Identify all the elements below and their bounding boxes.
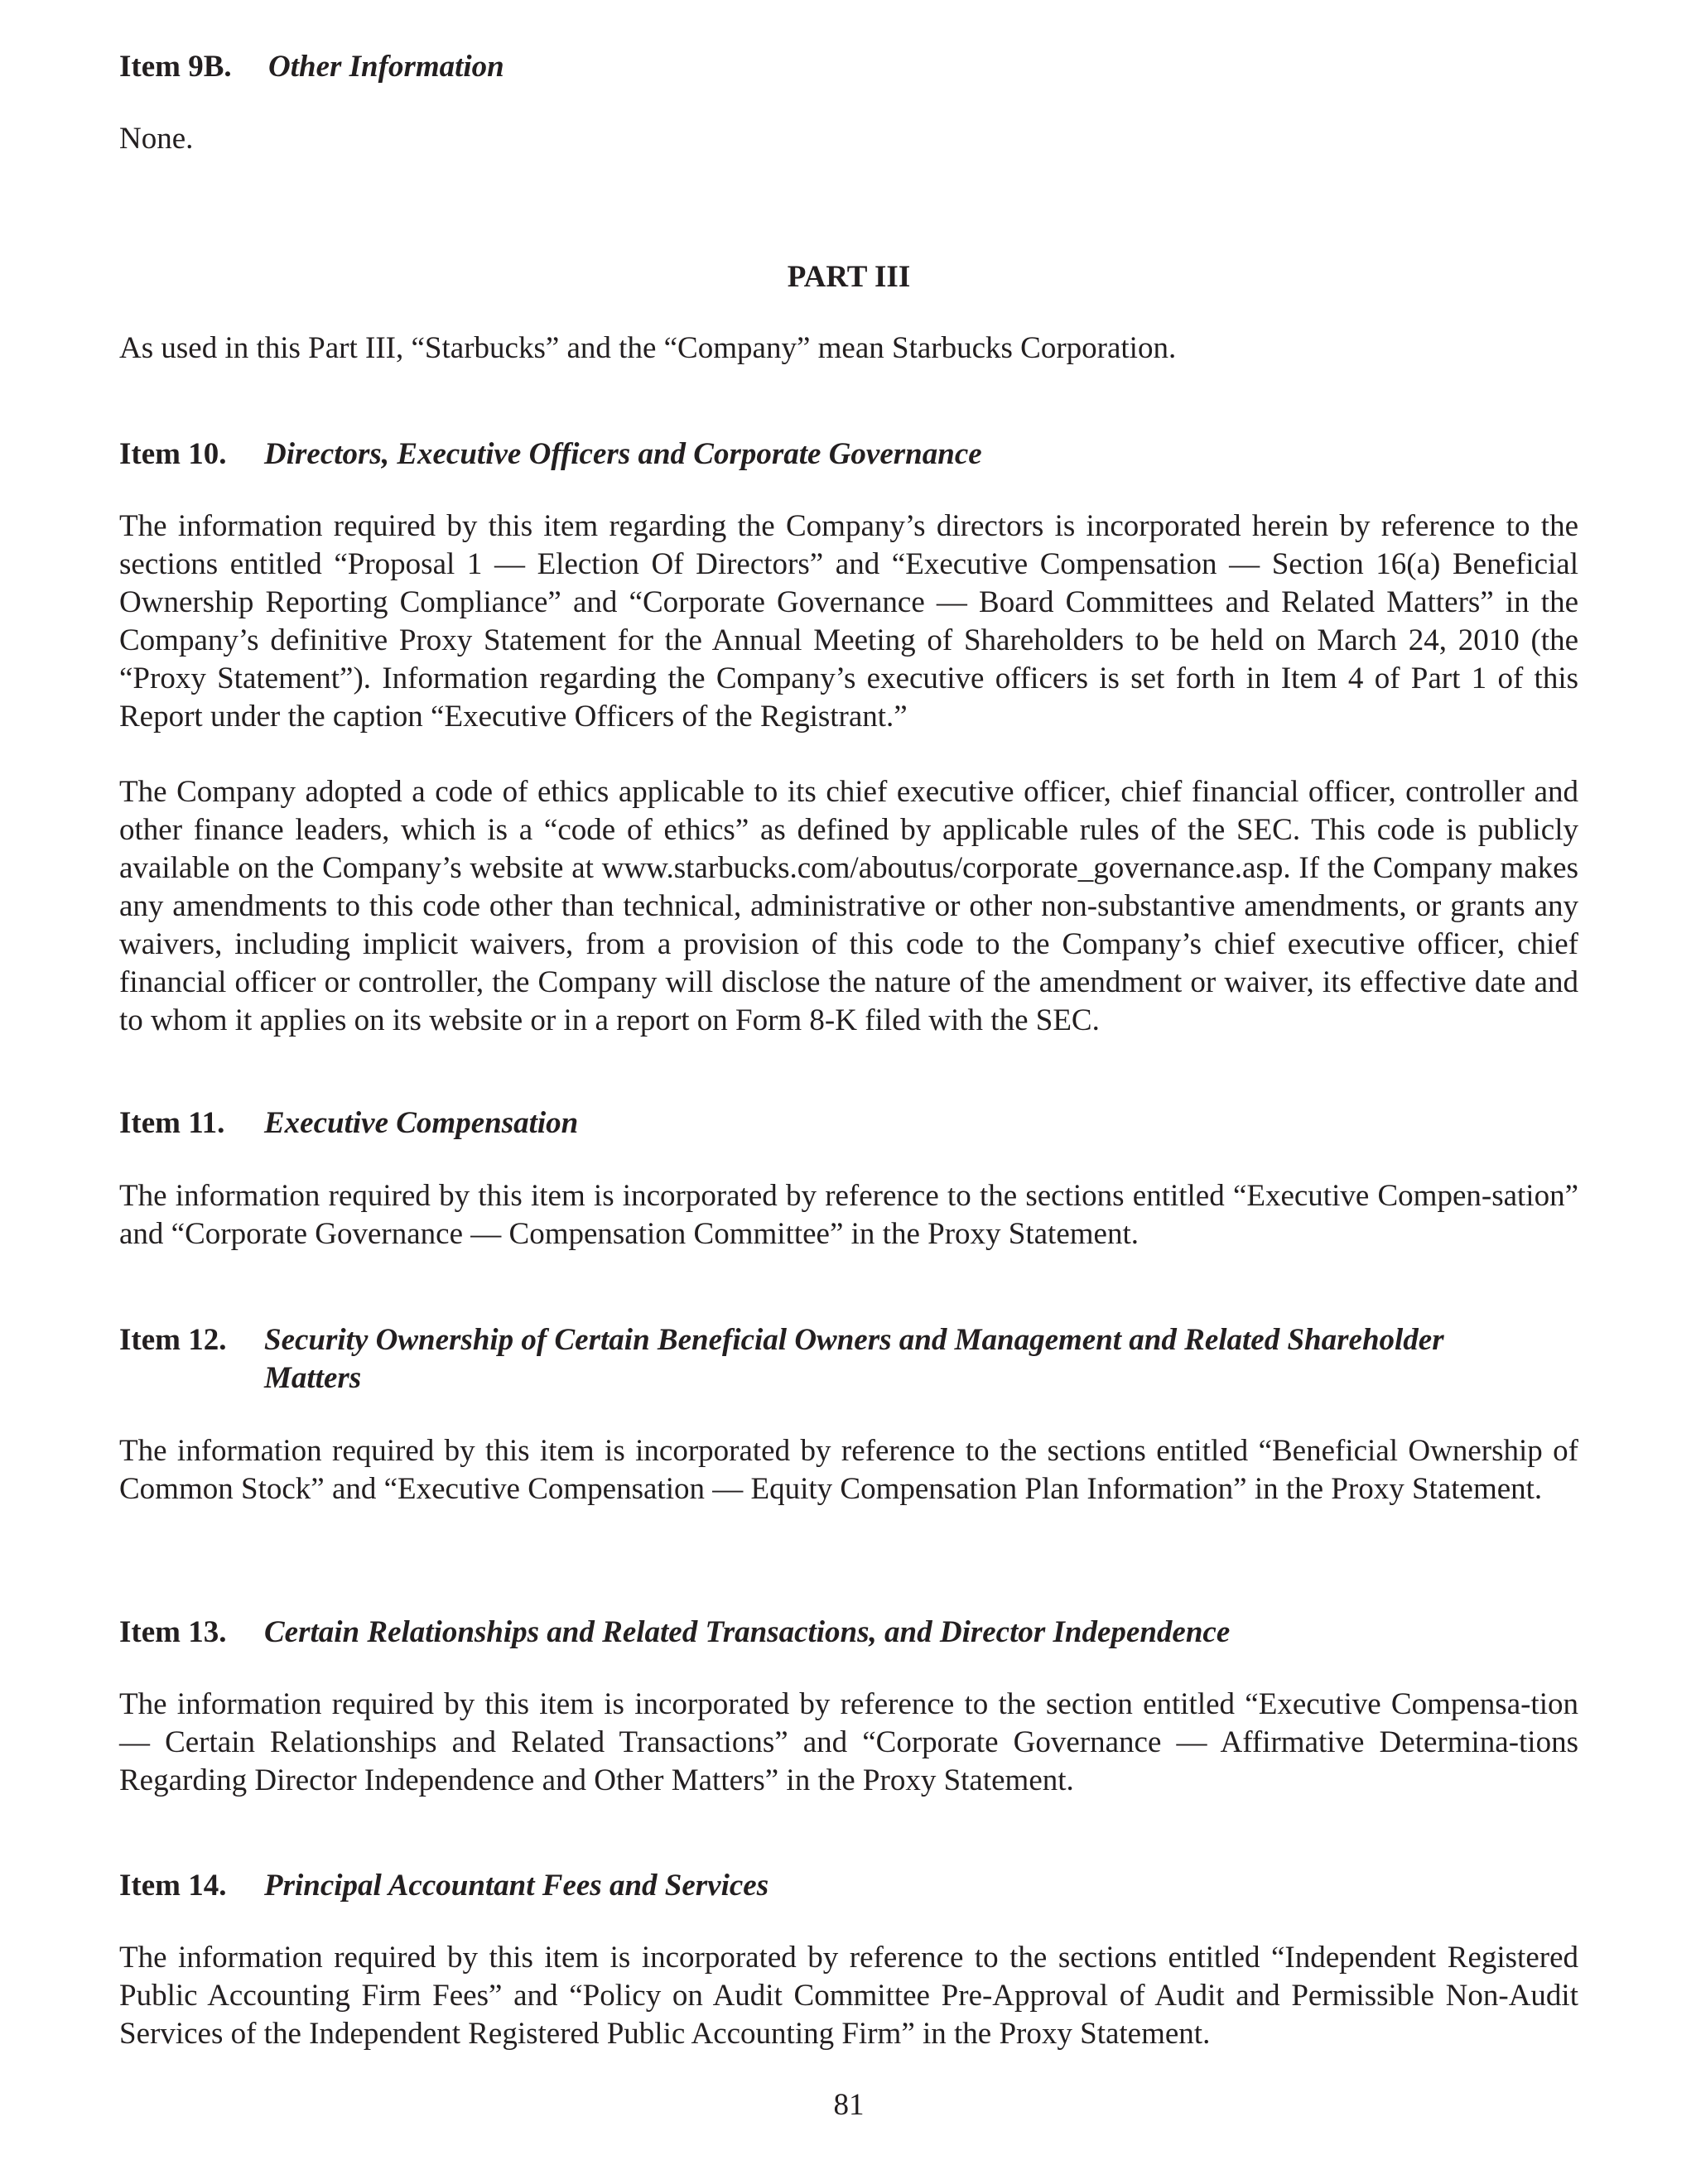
item-12-heading: [119, 1321, 1578, 1397]
item-11-heading: [119, 1104, 1578, 1143]
item-9b-label: Item 9B.: [119, 50, 232, 84]
item-13-label: Item 13.: [119, 1615, 227, 1649]
item-10-heading: [119, 435, 1578, 474]
item-12-label: Item 12.: [119, 1323, 227, 1357]
item-9b-title: Other Information: [268, 50, 504, 84]
item-10-label: Item 10.: [119, 437, 227, 471]
item-11-body: The information required by this item is incorporated by reference to the sections entitled “Executive Compen-sation” and “Corporate Governance — Compensation Committee” in the Proxy Statement.: [119, 1179, 1578, 1251]
item-13-body: The information required by this item is incorporated by reference to the section entitled “Executive Compensa-tion — Certain Relationships and Related Transactions” and “Corporate Governance — Affirmative Determina-tions Regarding Director Independence and Other Matters” in the Proxy Statement.: [119, 1687, 1578, 1797]
item-14-title: Principal Accountant Fees and Services: [264, 1869, 769, 1903]
item-12-body: The information required by this item is incorporated by reference to the sections entitled “Beneficial Ownership of Common Stock” and “Executive Compensation — Equity Compensation Plan Information” in the Proxy Statement.: [119, 1434, 1578, 1506]
item-9b-heading: [119, 48, 1578, 86]
item-13-heading: [119, 1614, 1578, 1652]
part-iii-intro: As used in this Part III, “Starbucks” and the “Company” mean Starbucks Corporation.: [119, 331, 1177, 365]
item-12-title: Security Ownership of Certain Beneficial Owners and Management and Related Shareholder Matters: [264, 1323, 1444, 1395]
item-14-label: Item 14.: [119, 1869, 227, 1903]
page-number: 81: [833, 2088, 865, 2122]
item-11-label: Item 11.: [119, 1106, 225, 1140]
item-10-title: Directors, Executive Officers and Corporate Governance: [264, 437, 982, 471]
part-iii-title: PART III: [787, 260, 911, 294]
item-10-paragraph-1: The information required by this item regarding the Company’s directors is incorporated herein by reference to the sections entitled “Proposal 1 — Election Of Directors” and “Executive Compensation — Section 16(a) Beneficial Ownership Reporting Compliance” and “Corporate Governance — Board Committees and Related Matters” in the Company’s definitive Proxy Statement for the Annual Meeting of Shareholders to be held on March 24, 2010 (the “Proxy Statement”). Information regarding the Company’s executive officers is set forth in Item 4 of Part 1 of this Report under the caption “Executive Officers of the Registrant.”: [119, 509, 1578, 734]
document-page: [119, 0, 1578, 2184]
item-10-paragraph-2: The Company adopted a code of ethics applicable to its chief executive officer, chief financial officer, controller and other finance leaders, which is a “code of ethics” as defined by applicable rules of the SEC. This code is publicly available on the Company’s website at www.starbucks.com/aboutus/corporate_governance.asp. If the Company makes any amendments to this code other than technical, administrative or other non-substantive amendments, or grants any waivers, including implicit waivers, from a provision of this code to the Company’s chief executive officer, chief financial officer or controller, the Company will disclose the nature of the amendment or waiver, its effective date and to whom it applies on its website or in a report on Form 8-K filed with the SEC.: [119, 775, 1578, 1037]
item-9b-body: None.: [119, 122, 194, 156]
item-13-title: Certain Relationships and Related Transactions, and Director Independence: [264, 1615, 1231, 1649]
item-14-heading: [119, 1867, 1578, 1905]
item-14-body: The information required by this item is incorporated by reference to the sections entitled “Independent Registered Public Accounting Firm Fees” and “Policy on Audit Committee Pre-Approval of Audit and Permissible Non-Audit Services of the Independent Registered Public Accounting Firm” in the Proxy Statement.: [119, 1941, 1578, 2051]
item-11-title: Executive Compensation: [264, 1106, 579, 1140]
